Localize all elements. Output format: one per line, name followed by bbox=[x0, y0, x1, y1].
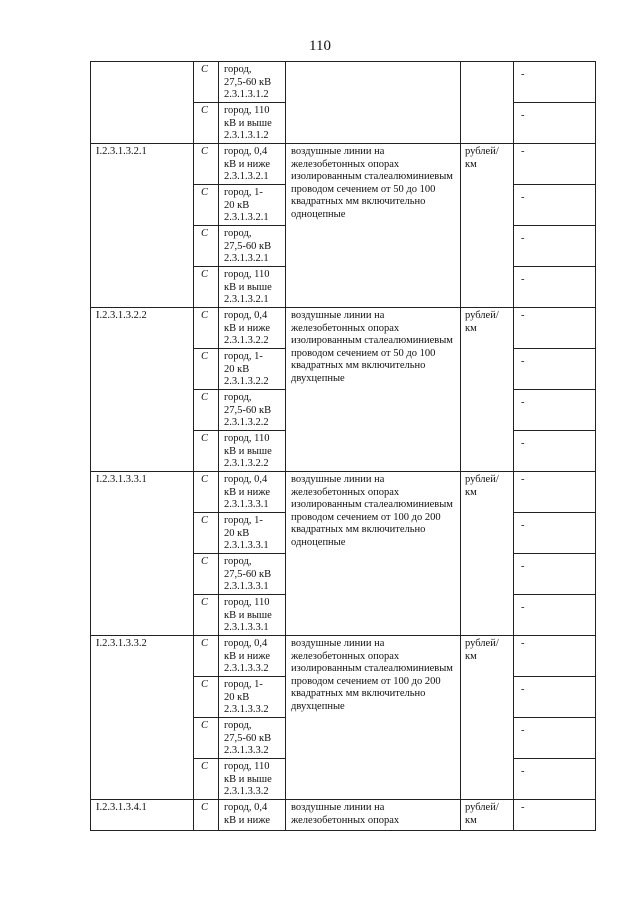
category-letter: С bbox=[194, 759, 219, 800]
category-letter: С bbox=[194, 390, 219, 431]
rate-value: - bbox=[521, 725, 525, 736]
table-row bbox=[91, 144, 596, 185]
unit-of-measure: рублей/ км bbox=[461, 636, 514, 800]
sub-category: город, 27,5-60 кВ 2.3.1.3.2.1 bbox=[219, 226, 286, 267]
rate-value: - bbox=[521, 766, 525, 777]
item-code: I.2.3.1.3.3.1 bbox=[91, 472, 194, 636]
rate-cell bbox=[514, 144, 596, 185]
rate-value: - bbox=[521, 520, 525, 531]
sub-category: город, 0,4 кВ и ниже 2.3.1.3.3.1 bbox=[219, 472, 286, 513]
category-letter: С bbox=[194, 554, 219, 595]
sub-category: город, 110 кВ и выше 2.3.1.3.2.1 bbox=[219, 267, 286, 308]
item-code: I.2.3.1.3.2.2 bbox=[91, 308, 194, 472]
sub-category: город, 27,5-60 кВ 2.3.1.3.3.1 bbox=[219, 554, 286, 595]
rate-cell bbox=[514, 513, 596, 554]
rate-cell bbox=[514, 595, 596, 636]
rate-cell bbox=[514, 431, 596, 472]
rate-value: - bbox=[521, 397, 525, 408]
rate-value: - bbox=[521, 438, 525, 449]
rate-value: - bbox=[521, 233, 525, 244]
sub-category: город, 0,4 кВ и ниже 2.3.1.3.3.2 bbox=[219, 636, 286, 677]
rate-cell bbox=[514, 677, 596, 718]
rate-value: - bbox=[521, 69, 525, 80]
sub-category: город, 110 кВ и выше 2.3.1.3.3.1 bbox=[219, 595, 286, 636]
table-row bbox=[91, 62, 596, 103]
unit-of-measure bbox=[461, 62, 514, 144]
rate-value: - bbox=[521, 146, 525, 157]
unit-of-measure: рублей/ км bbox=[461, 308, 514, 472]
rate-cell bbox=[514, 759, 596, 800]
unit-of-measure: рублей/ км bbox=[461, 144, 514, 308]
sub-category: город, 27,5-60 кВ 2.3.1.3.1.2 bbox=[219, 62, 286, 103]
sub-category: город, 1- 20 кВ 2.3.1.3.2.2 bbox=[219, 349, 286, 390]
item-code: I.2.3.1.3.2.1 bbox=[91, 144, 194, 308]
sub-category: город, 110 кВ и выше 2.3.1.3.1.2 bbox=[219, 103, 286, 144]
rate-value: - bbox=[521, 356, 525, 367]
table-row bbox=[91, 472, 596, 513]
category-letter: С bbox=[194, 144, 219, 185]
rate-cell bbox=[514, 267, 596, 308]
rate-cell bbox=[514, 349, 596, 390]
category-letter: С bbox=[194, 800, 219, 831]
rate-value: - bbox=[521, 684, 525, 695]
category-letter: С bbox=[194, 349, 219, 390]
tariff-table bbox=[90, 61, 596, 831]
sub-category: город, 110 кВ и выше 2.3.1.3.3.2 bbox=[219, 759, 286, 800]
line-description: воздушные линии на железобетонных опорах изолированным сталеалюминиевым проводом сечением от 100 до 200 квадратных мм включительно одноцепные bbox=[286, 472, 461, 636]
item-code bbox=[91, 62, 194, 144]
line-description: воздушные линии на железобетонных опорах изолированным сталеалюминиевым проводом сечением от 50 до 100 квадратных мм включительно двухцепные bbox=[286, 308, 461, 472]
unit-of-measure: рублей/ км bbox=[461, 472, 514, 636]
category-letter: С bbox=[194, 718, 219, 759]
rate-value: - bbox=[521, 274, 525, 285]
category-letter: С bbox=[194, 308, 219, 349]
line-description: воздушные линии на железобетонных опорах изолированным сталеалюминиевым проводом сечением от 100 до 200 квадратных мм включительно двухцепные bbox=[286, 636, 461, 800]
rate-cell bbox=[514, 62, 596, 103]
rate-cell bbox=[514, 800, 596, 831]
rate-value: - bbox=[521, 638, 525, 649]
rate-cell bbox=[514, 472, 596, 513]
table-body bbox=[91, 62, 596, 831]
rate-cell bbox=[514, 636, 596, 677]
line-description bbox=[286, 62, 461, 144]
item-code: I.2.3.1.3.4.1 bbox=[91, 800, 194, 831]
rate-value: - bbox=[521, 474, 525, 485]
page-number: 110 bbox=[309, 38, 331, 54]
sub-category: город, 1- 20 кВ 2.3.1.3.3.1 bbox=[219, 513, 286, 554]
sub-category: город, 27,5-60 кВ 2.3.1.3.3.2 bbox=[219, 718, 286, 759]
rate-value: - bbox=[521, 110, 525, 121]
category-letter: С bbox=[194, 103, 219, 144]
category-letter: С bbox=[194, 513, 219, 554]
category-letter: С bbox=[194, 677, 219, 718]
rate-value: - bbox=[521, 602, 525, 613]
table-row bbox=[91, 308, 596, 349]
rate-cell bbox=[514, 390, 596, 431]
rate-value: - bbox=[521, 561, 525, 572]
category-letter: С bbox=[194, 62, 219, 103]
table-row bbox=[91, 800, 596, 831]
rate-cell bbox=[514, 308, 596, 349]
rate-value: - bbox=[521, 802, 525, 813]
sub-category: город, 27,5-60 кВ 2.3.1.3.2.2 bbox=[219, 390, 286, 431]
rate-cell bbox=[514, 718, 596, 759]
category-letter: С bbox=[194, 636, 219, 677]
category-letter: С bbox=[194, 226, 219, 267]
rate-value: - bbox=[521, 192, 525, 203]
sub-category: город, 1- 20 кВ 2.3.1.3.3.2 bbox=[219, 677, 286, 718]
sub-category: город, 0,4 кВ и ниже 2.3.1.3.2.1 bbox=[219, 144, 286, 185]
sub-category: город, 110 кВ и выше 2.3.1.3.2.2 bbox=[219, 431, 286, 472]
sub-category: город, 0,4 кВ и ниже bbox=[219, 800, 286, 831]
rate-cell bbox=[514, 185, 596, 226]
rate-value: - bbox=[521, 310, 525, 321]
category-letter: С bbox=[194, 472, 219, 513]
category-letter: С bbox=[194, 595, 219, 636]
sub-category: город, 0,4 кВ и ниже 2.3.1.3.2.2 bbox=[219, 308, 286, 349]
rate-cell bbox=[514, 226, 596, 267]
rate-cell bbox=[514, 554, 596, 595]
rate-cell bbox=[514, 103, 596, 144]
sub-category: город, 1- 20 кВ 2.3.1.3.2.1 bbox=[219, 185, 286, 226]
category-letter: С bbox=[194, 267, 219, 308]
category-letter: С bbox=[194, 431, 219, 472]
unit-of-measure: рублей/ км bbox=[461, 800, 514, 831]
category-letter: С bbox=[194, 185, 219, 226]
item-code: I.2.3.1.3.3.2 bbox=[91, 636, 194, 800]
line-description: воздушные линии на железобетонных опорах bbox=[286, 800, 461, 831]
table-row bbox=[91, 636, 596, 677]
line-description: воздушные линии на железобетонных опорах изолированным сталеалюминиевым проводом сечением от 50 до 100 квадратных мм включительно одноцепные bbox=[286, 144, 461, 308]
